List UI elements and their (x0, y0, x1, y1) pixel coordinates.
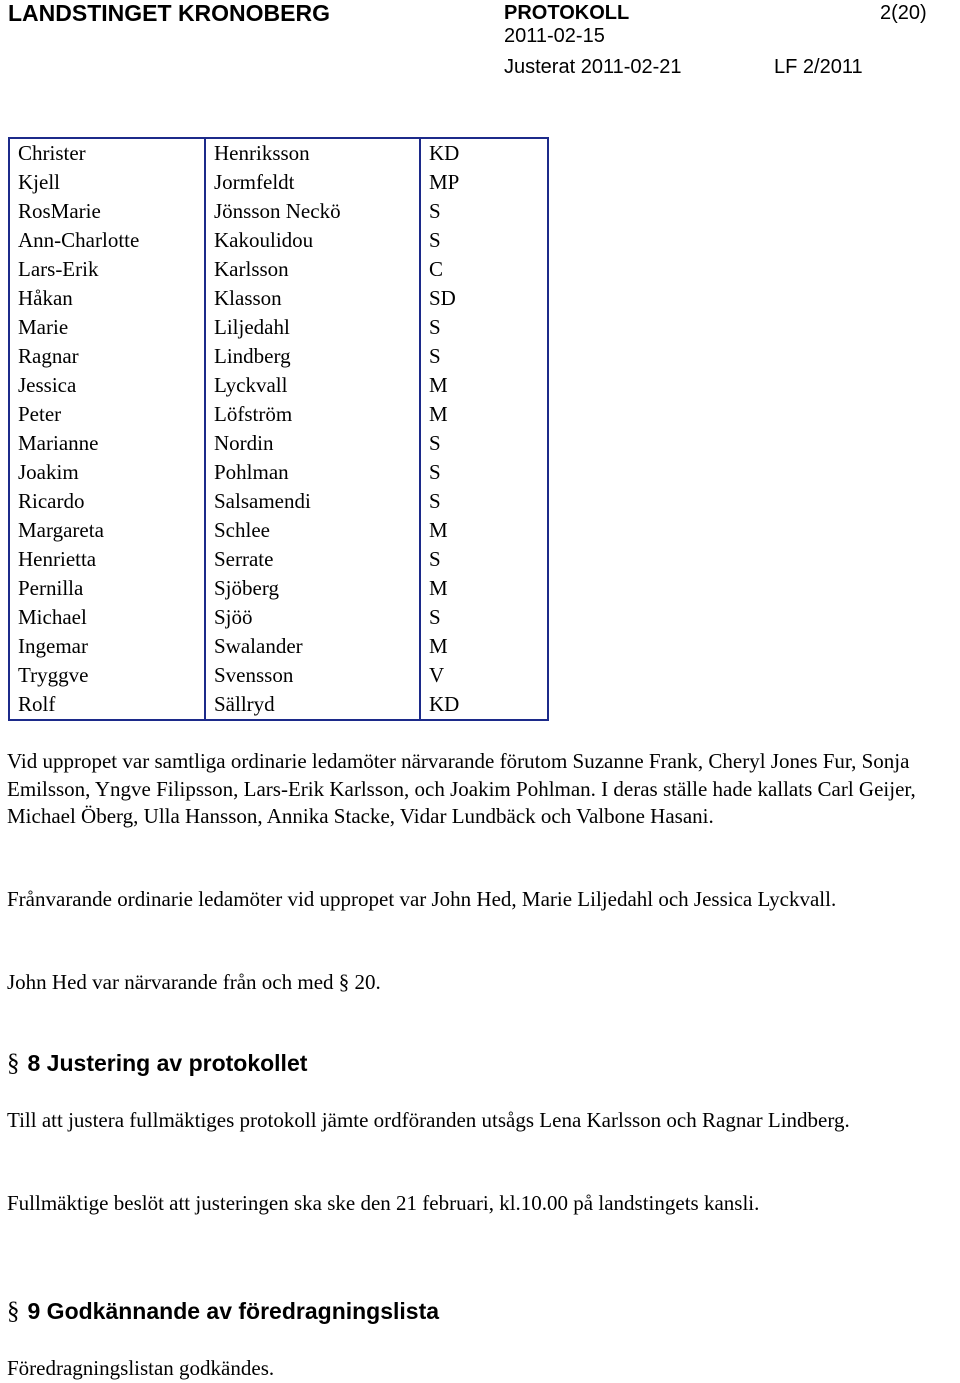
member-first-name: Tryggve (9, 661, 205, 690)
table-row (9, 603, 548, 632)
table-row (9, 661, 548, 690)
organization-name: LANDSTINGET KRONOBERG (8, 0, 330, 26)
member-first-name: Michael (9, 603, 205, 632)
table-row (9, 284, 548, 313)
member-first-name: Christer (9, 138, 205, 168)
member-party: S (420, 603, 548, 632)
member-party: S (420, 226, 548, 255)
table-row (9, 487, 548, 516)
section-9-title: 9 Godkännande av föredragningslista (27, 1298, 440, 1324)
member-party: M (420, 371, 548, 400)
member-first-name: Jessica (9, 371, 205, 400)
member-party: M (420, 574, 548, 603)
member-last-name: Jönsson Neckö (205, 197, 420, 226)
member-last-name: Salsamendi (205, 487, 420, 516)
member-last-name: Serrate (205, 545, 420, 574)
member-party: S (420, 458, 548, 487)
table-row (9, 545, 548, 574)
member-last-name: Karlsson (205, 255, 420, 284)
member-last-name: Löfström (205, 400, 420, 429)
page-number: 2(20) (880, 2, 927, 24)
member-last-name: Svensson (205, 661, 420, 690)
member-party: S (420, 545, 548, 574)
member-last-name: Jormfeldt (205, 168, 420, 197)
member-last-name: Pohlman (205, 458, 420, 487)
member-first-name: RosMarie (9, 197, 205, 226)
member-first-name: Pernilla (9, 574, 205, 603)
member-party: C (420, 255, 548, 284)
table-row (9, 255, 548, 284)
member-party: SD (420, 284, 548, 313)
reference-number: LF 2/2011 (774, 56, 863, 78)
section-8-paragraph-1: Till att justera fullmäktiges protokoll jämte ordföranden utsågs Lena Karlsson och Ragnar Lindberg. (7, 1108, 850, 1132)
member-first-name: Ingemar (9, 632, 205, 661)
roll-call-absent: Frånvarande ordinarie ledamöter vid uppropet var John Hed, Marie Liljedahl och Jessica Lyckvall. (7, 887, 837, 911)
member-first-name: Rolf (9, 690, 205, 720)
member-last-name: Schlee (205, 516, 420, 545)
table-row (9, 458, 548, 487)
member-last-name: Kakoulidou (205, 226, 420, 255)
member-first-name: Ragnar (9, 342, 205, 371)
section-symbol: § (7, 1050, 20, 1077)
member-first-name: Lars-Erik (9, 255, 205, 284)
member-first-name: Margareta (9, 516, 205, 545)
member-party: M (420, 516, 548, 545)
roll-call-late: John Hed var närvarande från och med § 20. (7, 970, 381, 994)
member-first-name: Marie (9, 313, 205, 342)
table-row (9, 632, 548, 661)
section-8-paragraph-2: Fullmäktige beslöt att justeringen ska ske den 21 februari, kl.10.00 på landstingets kansli. (7, 1191, 760, 1215)
table-row (9, 313, 548, 342)
roll-call-present: Vid uppropet var samtliga ordinarie ledamöter närvarande förutom Suzanne Frank, Cheryl Jones Fur, Sonja Emilsson, Yngve Filipsson, Lars-Erik Karlsson, och Joakim Pohlman. I deras ställe hade kallats Carl Geijer, Michael Öberg, Ulla Hansson, Annika Stacke, Vidar Lundbäck och Valbone Hasani. (7, 749, 916, 828)
member-table (8, 137, 549, 721)
table-row (9, 226, 548, 255)
member-last-name: Sällryd (205, 690, 420, 720)
member-last-name: Swalander (205, 632, 420, 661)
justerat-date: Justerat 2011-02-21 (504, 56, 682, 78)
member-first-name: Henrietta (9, 545, 205, 574)
member-last-name: Henriksson (205, 138, 420, 168)
member-last-name: Lyckvall (205, 371, 420, 400)
section-9-heading (7, 1298, 439, 1326)
member-first-name: Håkan (9, 284, 205, 313)
table-row (9, 138, 548, 168)
table-row (9, 429, 548, 458)
member-party: KD (420, 690, 548, 720)
section-8-heading (7, 1050, 307, 1078)
member-last-name: Sjöö (205, 603, 420, 632)
document-type: PROTOKOLL (504, 2, 630, 24)
member-first-name: Kjell (9, 168, 205, 197)
member-party: S (420, 342, 548, 371)
member-last-name: Sjöberg (205, 574, 420, 603)
member-party: M (420, 632, 548, 661)
table-row (9, 168, 548, 197)
table-row (9, 516, 548, 545)
table-row (9, 574, 548, 603)
member-first-name: Peter (9, 400, 205, 429)
member-party: MP (420, 168, 548, 197)
table-row (9, 371, 548, 400)
section-8-title: 8 Justering av protokollet (27, 1050, 308, 1076)
member-last-name: Klasson (205, 284, 420, 313)
member-first-name: Ann-Charlotte (9, 226, 205, 255)
member-party: KD (420, 138, 548, 168)
table-row (9, 197, 548, 226)
meeting-date: 2011-02-15 (504, 25, 605, 47)
member-first-name: Joakim (9, 458, 205, 487)
member-party: S (420, 197, 548, 226)
member-party: V (420, 661, 548, 690)
member-party: S (420, 313, 548, 342)
member-party: M (420, 400, 548, 429)
section-symbol: § (7, 1298, 20, 1325)
table-row (9, 400, 548, 429)
table-row (9, 342, 548, 371)
member-last-name: Nordin (205, 429, 420, 458)
member-party: S (420, 429, 548, 458)
member-first-name: Marianne (9, 429, 205, 458)
section-9-paragraph-1: Föredragningslistan godkändes. (7, 1356, 275, 1380)
member-last-name: Lindberg (205, 342, 420, 371)
member-last-name: Liljedahl (205, 313, 420, 342)
table-row (9, 690, 548, 720)
member-party: S (420, 487, 548, 516)
member-first-name: Ricardo (9, 487, 205, 516)
